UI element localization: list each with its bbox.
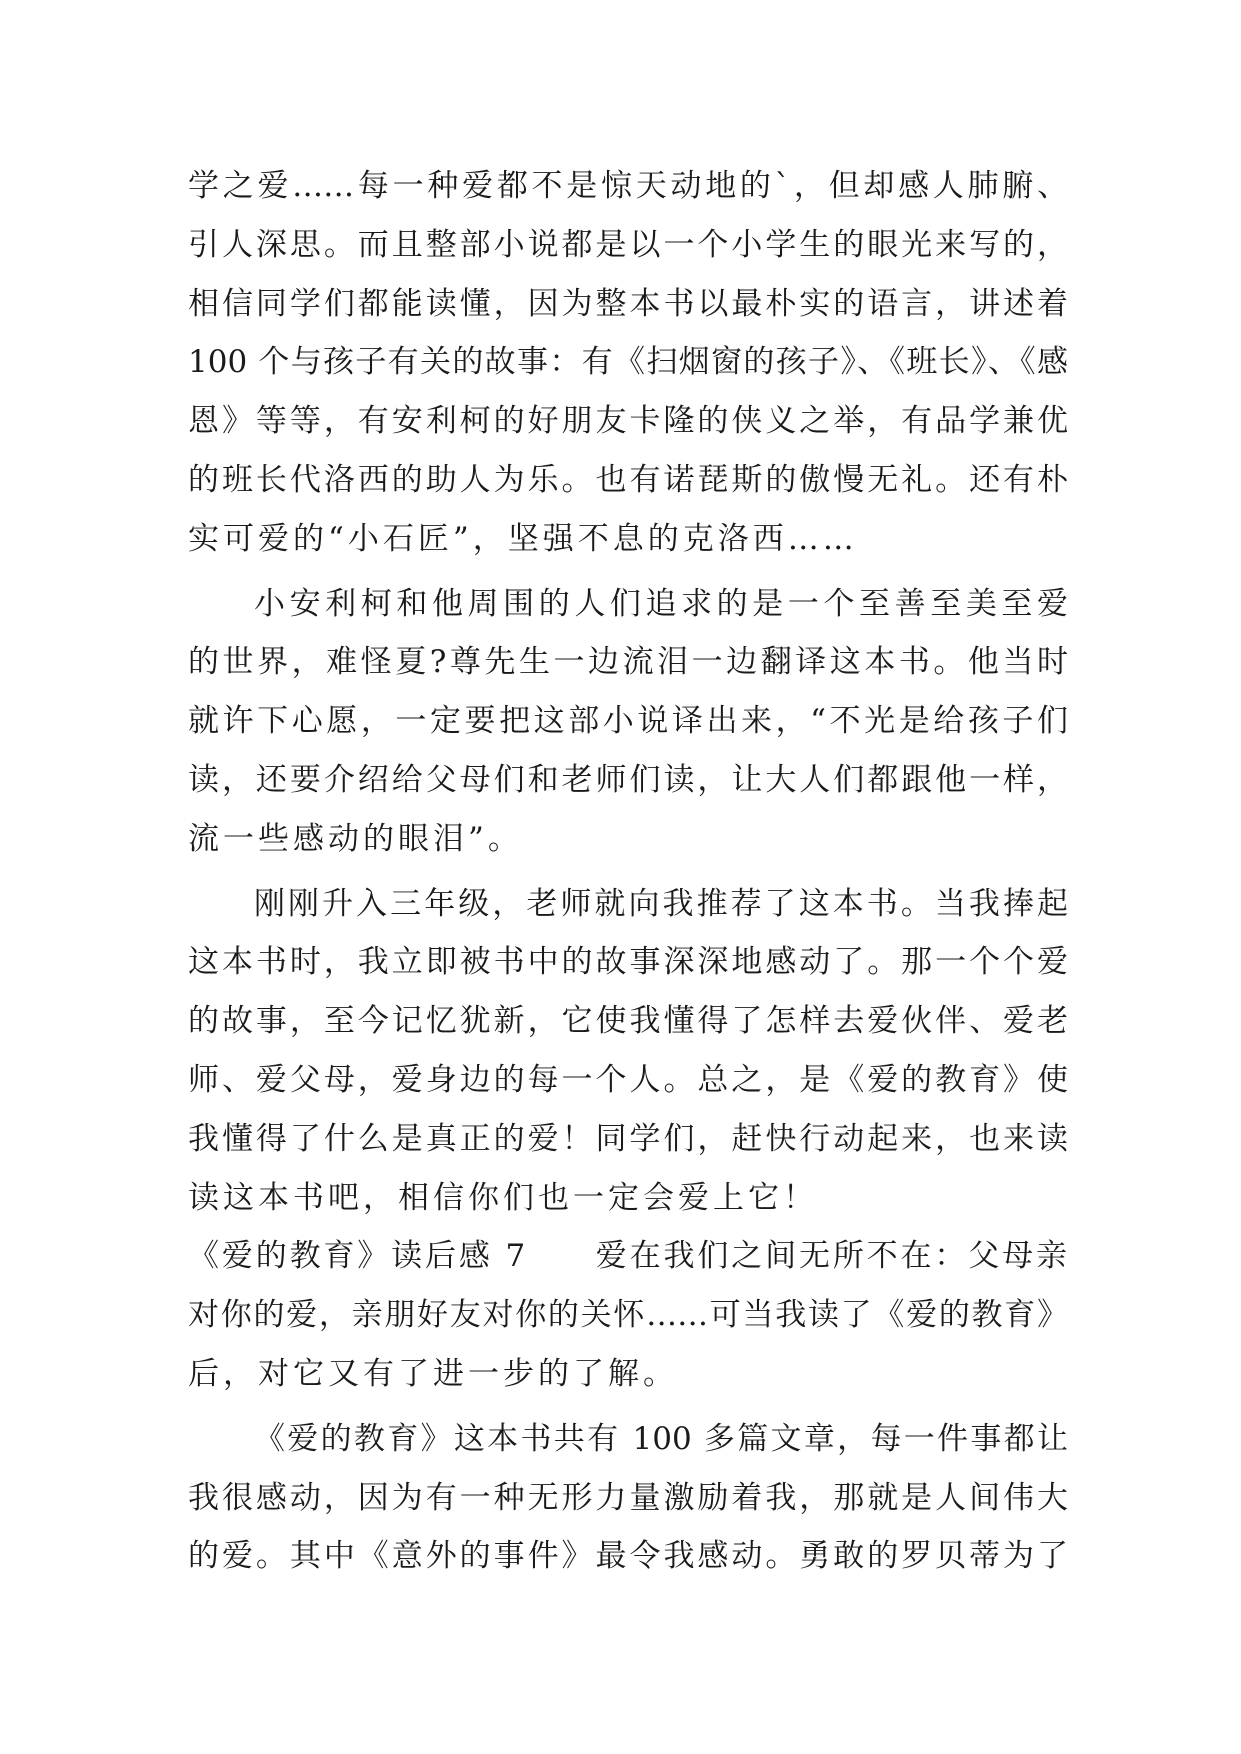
text-line: 师、爱父母，爱身边的每一个人。总之，是《爱的教育》使	[188, 1061, 1068, 1098]
text-line: 的世界，难怪夏?尊先生一边流泪一边翻译这本书。他当时	[188, 644, 1068, 681]
text-line: 100 个与孩子有关的故事：有《扫烟窗的孩子》、《班长》、《感	[188, 344, 1068, 381]
text-line: 的班长代洛西的助人为乐。也有诺琵斯的傲慢无礼。还有朴	[188, 461, 1068, 498]
text-line: 后，对它又有了进一步的了解。	[188, 1355, 678, 1392]
body-text	[188, 157, 1068, 1586]
text-line: 我懂得了什么是真正的爱！同学们，赶快行动起来，也来读	[188, 1120, 1068, 1157]
text-line: 相信同学们都能读懂，因为整本书以最朴实的语言，讲述着	[188, 285, 1068, 322]
text-line: 实可爱的“小石匠”，坚强不息的克洛西……	[188, 520, 858, 557]
text-line: 读这本书吧，相信你们也一定会爱上它！	[188, 1179, 818, 1216]
text-line: 流一些感动的眼泪”。	[188, 820, 523, 857]
text-line: 引人深思。而且整部小说都是以一个小学生的眼光来写的，	[188, 226, 1068, 263]
text-line: 我很感动，因为有一种无形力量激励着我，那就是人间伟大	[188, 1479, 1068, 1516]
paragraph-first-line: 《爱的教育》这本书共有 100 多篇文章，每一件事都让	[254, 1420, 1068, 1457]
text-line: 读，还要介绍给父母们和老师们读，让大人们都跟他一样，	[188, 761, 1068, 798]
text-line: 的故事，至今记忆犹新，它使我懂得了怎样去爱伙伴、爱老	[188, 1003, 1068, 1040]
text-line: 对你的爱，亲朋好友对你的关怀……可当我读了《爱的教育》	[188, 1297, 1068, 1334]
text-line: 的爱。其中《意外的事件》最令我感动。勇敢的罗贝蒂为了	[188, 1538, 1068, 1575]
text-line: 恩》等等，有安利柯的好朋友卡隆的侠义之举，有品学兼优	[188, 403, 1068, 440]
text-line: 学之爱……每一种爱都不是惊天动地的`，但却感人肺腑、	[188, 168, 1068, 204]
paragraph-first-line: 刚刚升入三年级，老师就向我推荐了这本书。当我捧起	[254, 885, 1068, 922]
paragraph-first-line: 小安利柯和他周围的人们追求的是一个至善至美至爱	[254, 585, 1068, 622]
text-line: 这本书时，我立即被书中的故事深深地感动了。那一个个爱	[188, 944, 1068, 981]
text-line: 就许下心愿，一定要把这部小说译出来，“不光是给孩子们	[188, 703, 1068, 740]
section-heading-line: 《爱的教育》读后感 7 爱在我们之间无所不在：父母亲	[188, 1238, 1068, 1275]
